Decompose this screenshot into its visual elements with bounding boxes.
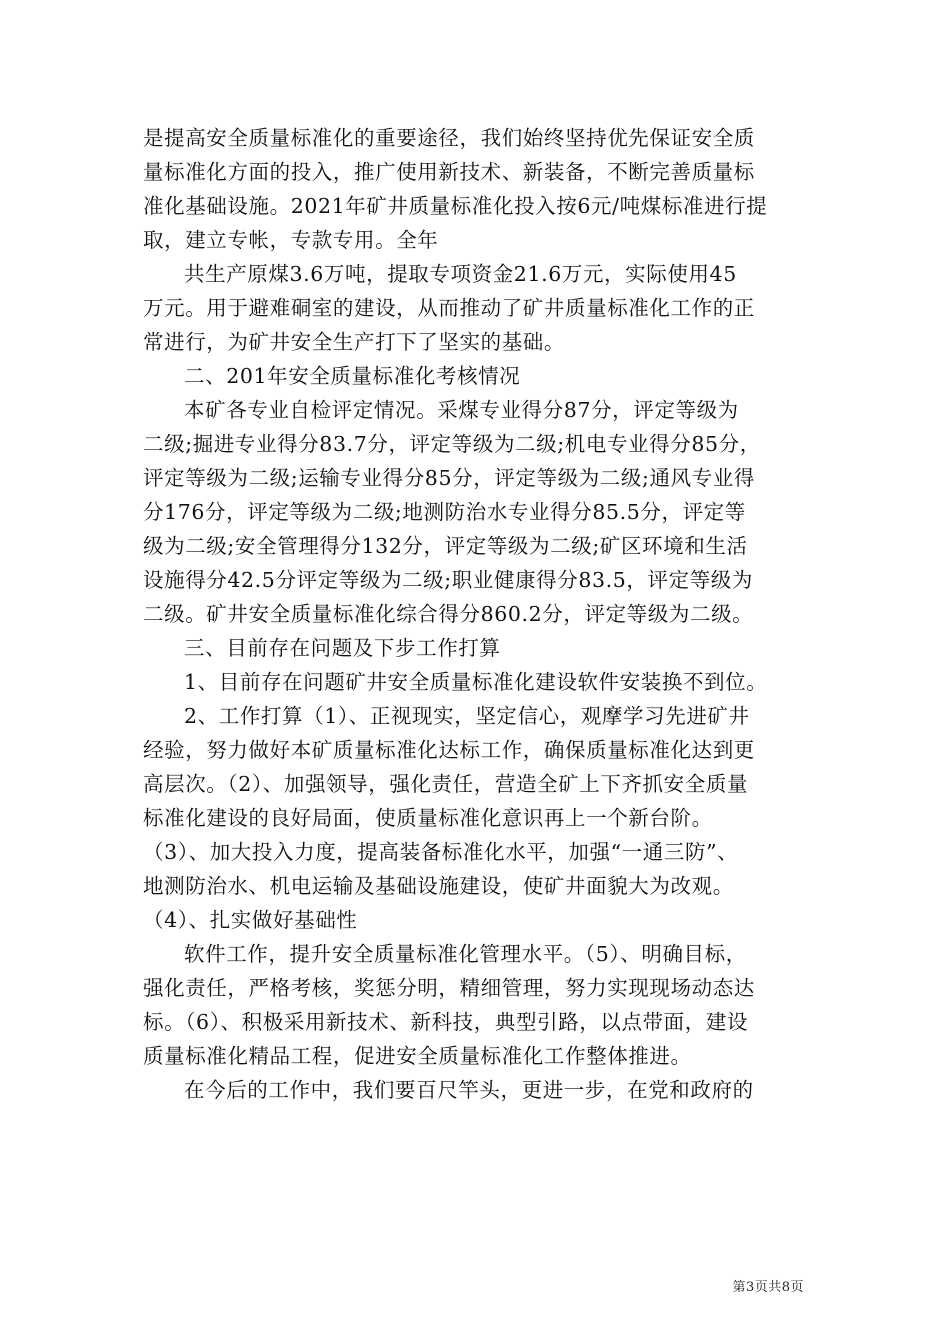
- text-line: 标。（6）、积极采用新技术、新科技，典型引路，以点带面，建设: [143, 1010, 749, 1034]
- document-body: [143, 121, 811, 1107]
- text-line: 二级。矿井安全质量标准化综合得分860.2分，评定等级为二级。: [143, 602, 754, 626]
- text-line: 万元。用于避难硐室的建设，从而推动了矿井质量标准化工作的正: [143, 296, 755, 320]
- text-line: 标准化建设的良好局面，使质量标准化意识再上一个新台阶。: [143, 806, 713, 830]
- text-line: 地测防治水、机电运输及基础设施建设，使矿井面貌大为改观。: [143, 874, 734, 898]
- text-line: 常进行，为矿井安全生产打下了坚实的基础。: [143, 330, 565, 354]
- page-number: 第3页共8页: [732, 1280, 804, 1295]
- text-line: 强化责任，严格考核，奖惩分明，精细管理，努力实现现场动态达: [143, 976, 755, 1000]
- text-line: 软件工作，提升安全质量标准化管理水平。（5）、明确目标，: [184, 942, 747, 966]
- text-line: 二、201年安全质量标准化考核情况: [184, 364, 521, 388]
- text-line: 准化基础设施。2021年矿井质量标准化投入按6元/吨煤标准进行提: [143, 194, 768, 218]
- text-line: （4）、扎实做好基础性: [143, 908, 358, 932]
- text-line: （3）、加大投入力度，提高装备标准化水平，加强“一通三防”、: [143, 840, 739, 864]
- text-line: 级为二级;安全管理得分132分，评定等级为二级;矿区环境和生活: [143, 534, 748, 558]
- text-line: 三、目前存在问题及下步工作打算: [184, 636, 501, 660]
- text-line: 本矿各专业自检评定情况。采煤专业得分87分，评定等级为: [184, 398, 739, 422]
- text-line: 是提高安全质量标准化的重要途径，我们始终坚持优先保证安全质: [143, 126, 755, 150]
- text-line: 在今后的工作中，我们要百尺竿头，更进一步，在党和政府的: [184, 1078, 754, 1102]
- text-line: 二级;掘进专业得分83.7分，评定等级为二级;机电专业得分85分，: [143, 432, 761, 456]
- text-line: 分176分，评定等级为二级;地测防治水专业得分85.5分，评定等: [143, 500, 746, 524]
- text-line: 量标准化方面的投入，推广使用新技术、新装备，不断完善质量标: [143, 160, 755, 184]
- text-line: 1、目前存在问题矿井安全质量标准化建设软件安装换不到位。: [184, 670, 768, 694]
- text-line: 质量标准化精品工程，促进安全质量标准化工作整体推进。: [143, 1044, 692, 1068]
- text-line: 共生产原煤3.6万吨，提取专项资金21.6万元，实际使用45: [184, 262, 737, 286]
- text-line: 高层次。（2）、加强领导，强化责任，营造全矿上下齐抓安全质量: [143, 772, 749, 796]
- text-line: 经验，努力做好本矿质量标准化达标工作，确保质量标准化达到更: [143, 738, 755, 762]
- text-line: 2、工作打算（1）、正视现实，坚定信心，观摩学习先进矿井: [184, 704, 750, 728]
- text-line: 取，建立专帐，专款专用。全年: [143, 228, 439, 252]
- text-line: 设施得分42.5分评定等级为二级;职业健康得分83.5，评定等级为: [143, 568, 753, 592]
- text-line: 评定等级为二级;运输专业得分85分，评定等级为二级;通风专业得: [143, 466, 755, 490]
